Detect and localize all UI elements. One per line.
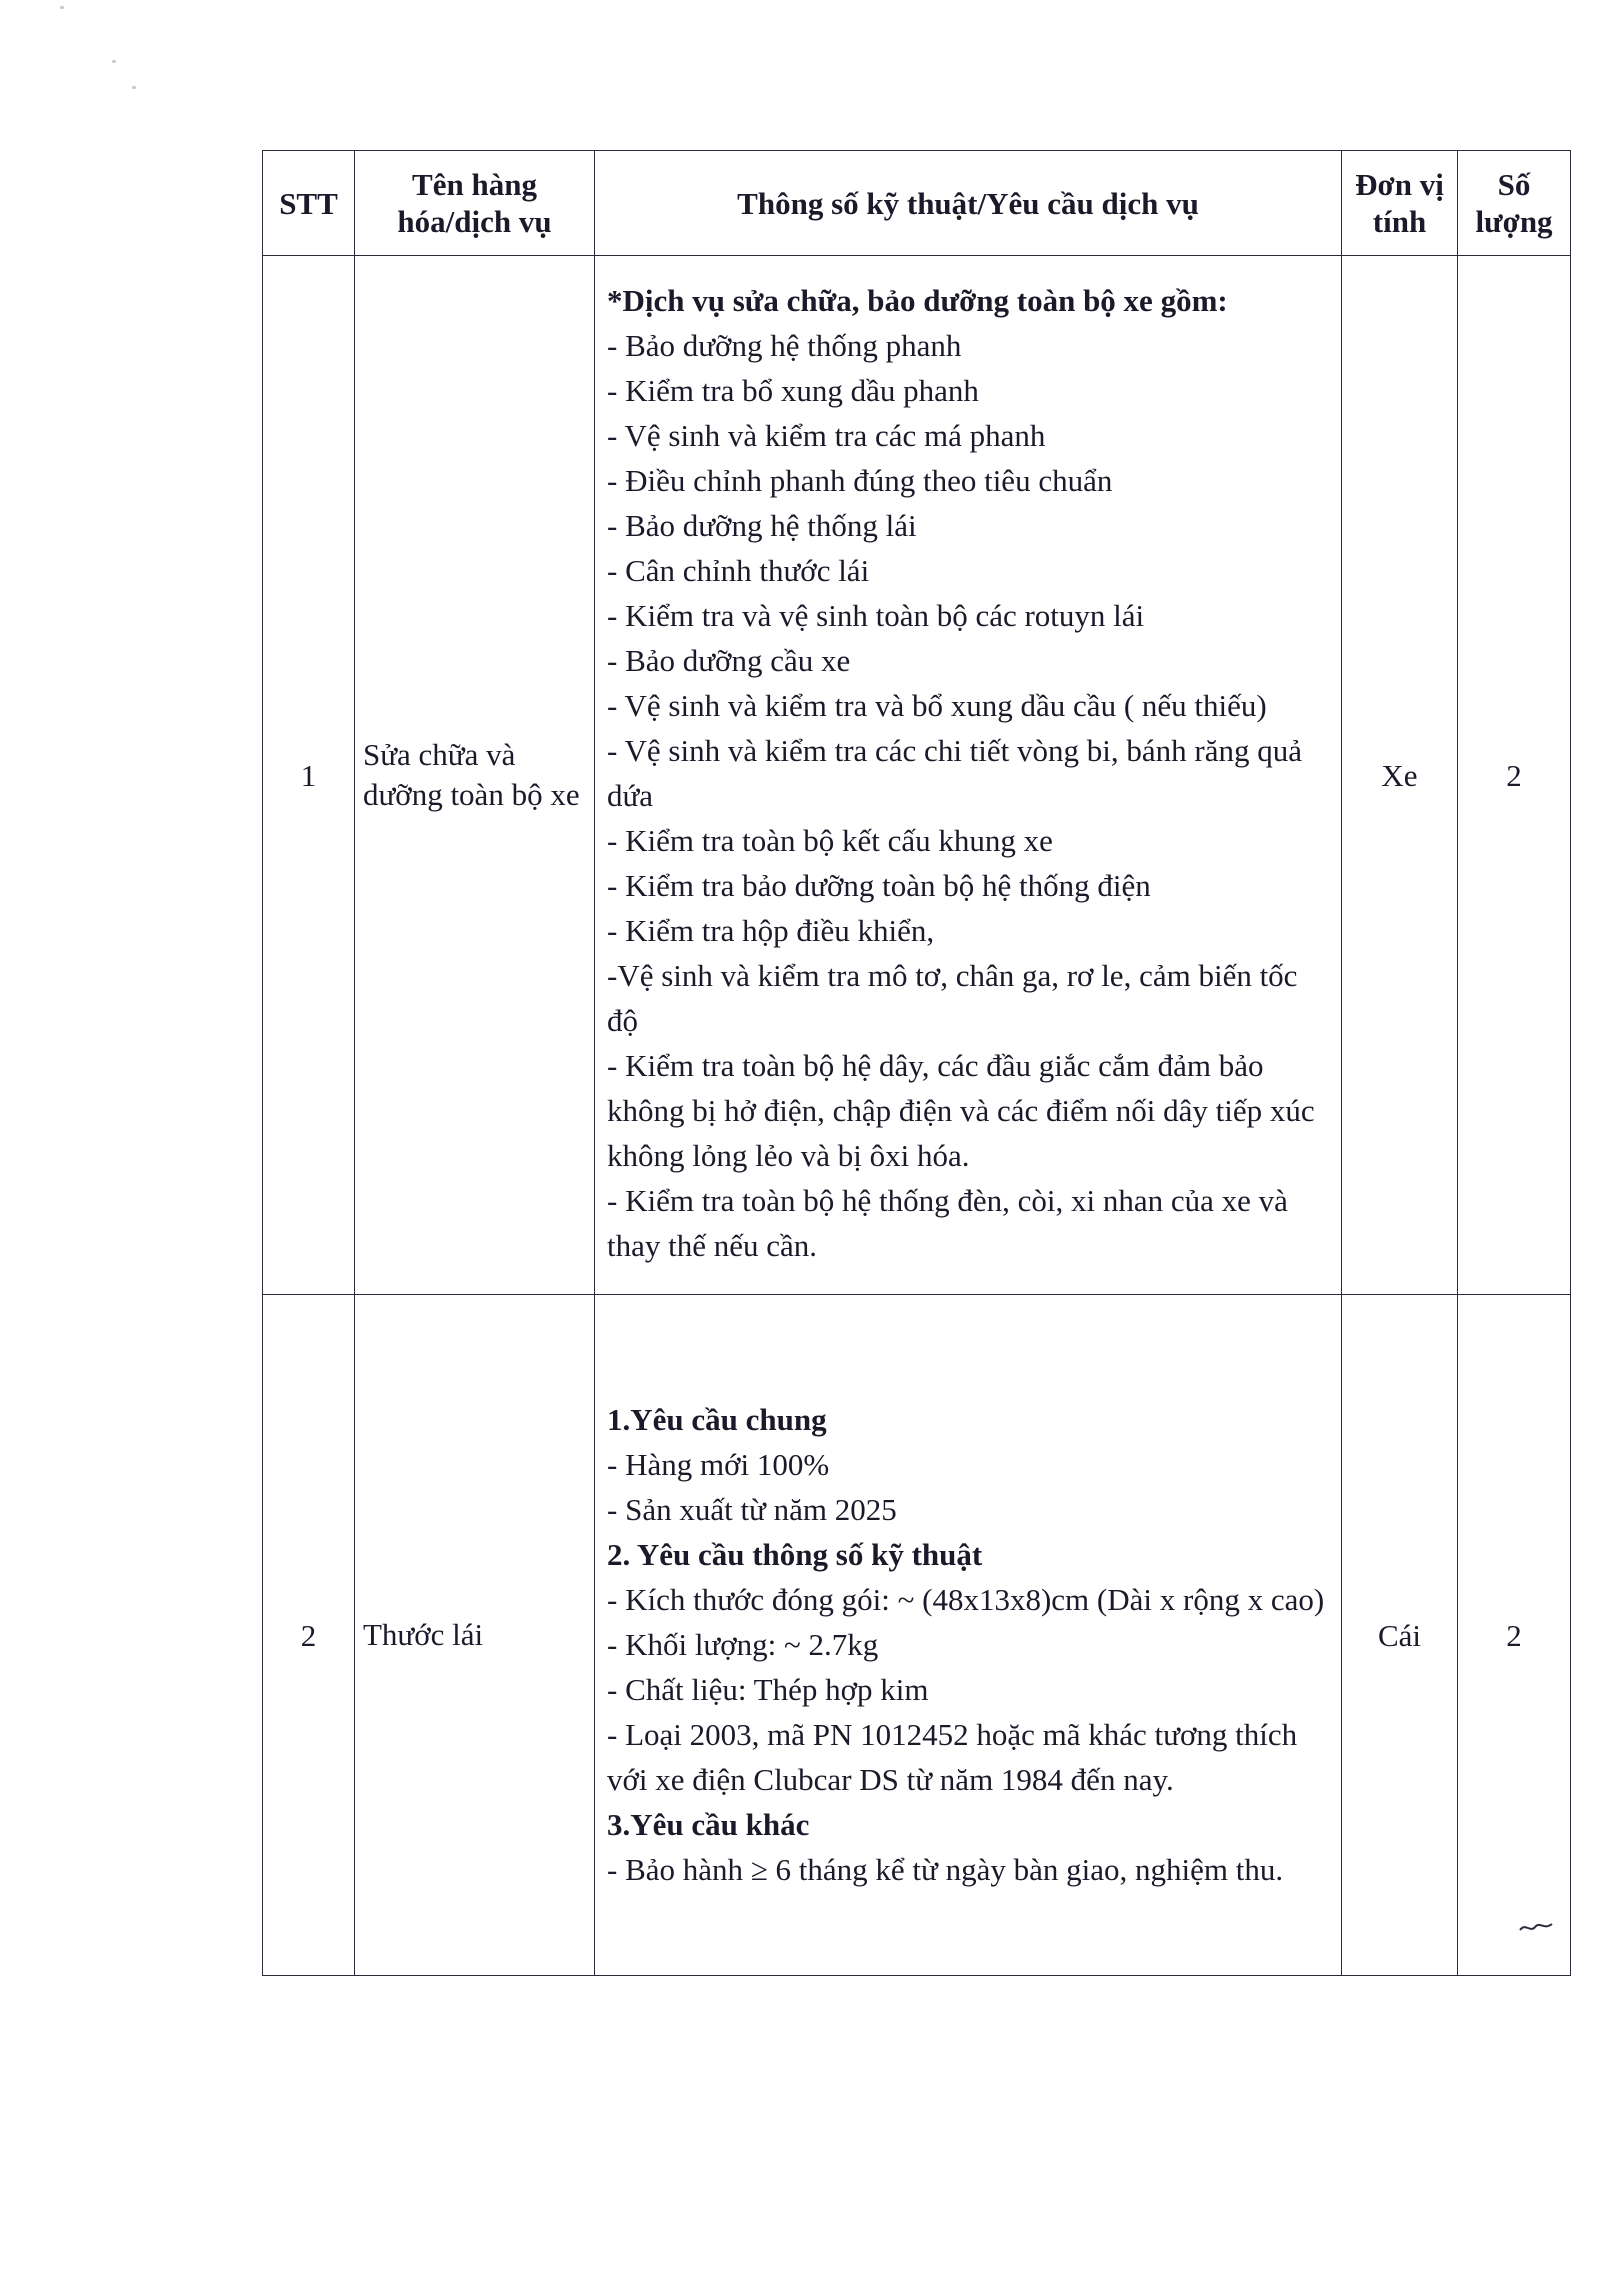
table-header-row <box>263 151 1571 256</box>
item-specification <box>595 256 1342 1295</box>
spec-line: - Loại 2003, mã PN 1012452 hoặc mã khác tương thích với xe điện Clubcar DS từ năm 1984 đến nay. <box>607 1716 1298 1797</box>
spec-line: - Kích thước đóng gói: ~ (48x13x8)cm (Dài x rộng x cao) <box>607 1581 1325 1617</box>
spec-line: 3.Yêu cầu khác <box>607 1806 810 1842</box>
spec-line: - Kiểm tra toàn bộ kết cấu khung xe <box>607 823 1053 858</box>
item-name: Thước lái <box>355 1295 595 1976</box>
item-quantity: 2 <box>1458 1295 1571 1976</box>
table-row <box>263 1295 1571 1976</box>
header-stt: STT <box>263 151 355 256</box>
spec-line: - Chất liệu: Thép hợp kim <box>607 1671 929 1707</box>
item-unit: Cái <box>1342 1295 1458 1976</box>
specification-table <box>262 150 1571 1976</box>
table-row <box>263 256 1571 1295</box>
spec-line: - Vệ sinh và kiểm tra các má phanh <box>607 418 1046 453</box>
header-item-name: Tên hàng hóa/dịch vụ <box>355 151 595 256</box>
spec-line: 1.Yêu cầu chung <box>607 1401 827 1437</box>
scan-speck <box>60 6 64 9</box>
spec-line: - Kiểm tra bổ xung dầu phanh <box>607 373 979 408</box>
spec-line: - Hàng mới 100% <box>607 1446 830 1482</box>
scan-speck <box>132 86 136 89</box>
row-number: 2 <box>263 1295 355 1976</box>
spec-line: - Kiểm tra bảo dưỡng toàn bộ hệ thống điện <box>607 868 1151 903</box>
spec-line: - Bảo dưỡng hệ thống phanh <box>607 328 962 363</box>
spec-line: 2. Yêu cầu thông số kỹ thuật <box>607 1536 983 1572</box>
spec-line: - Vệ sinh và kiểm tra các chi tiết vòng bi, bánh răng quả dứa <box>607 733 1302 813</box>
spec-line: - Kiểm tra toàn bộ hệ dây, các đầu giắc cắm đảm bảo không bị hở điện, chập điện và các điểm nối dây tiếp xúc không lỏng lẻo và bị ôxi hóa. <box>607 1048 1315 1173</box>
item-name: Sửa chữa và dưỡng toàn bộ xe <box>355 256 595 1295</box>
spec-line: - Khối lượng: ~ 2.7kg <box>607 1626 879 1662</box>
spec-line: - Bảo dưỡng cầu xe <box>607 643 851 678</box>
scan-speck <box>112 60 116 63</box>
initial-mark-icon <box>1518 1918 1554 1936</box>
spec-line: - Bảo dưỡng hệ thống lái <box>607 508 917 543</box>
row-number: 1 <box>263 256 355 1295</box>
header-unit: Đơn vị tính <box>1342 151 1458 256</box>
item-unit: Xe <box>1342 256 1458 1295</box>
header-quantity: Số lượng <box>1458 151 1571 256</box>
header-specification: Thông số kỹ thuật/Yêu cầu dịch vụ <box>595 151 1342 256</box>
spec-line: - Sản xuất từ năm 2025 <box>607 1491 897 1527</box>
spec-line: - Điều chỉnh phanh đúng theo tiêu chuẩn <box>607 463 1113 498</box>
spec-line: *Dịch vụ sửa chữa, bảo dưỡng toàn bộ xe gồm: <box>607 283 1228 318</box>
spec-line: - Cân chỉnh thước lái <box>607 553 870 588</box>
spec-line: - Kiểm tra hộp điều khiển, <box>607 913 935 948</box>
item-quantity: 2 <box>1458 256 1571 1295</box>
spec-line: - Vệ sinh và kiểm tra và bổ xung dầu cầu ( nếu thiếu) <box>607 688 1267 723</box>
spec-line: -Vệ sinh và kiểm tra mô tơ, chân ga, rơ le, cảm biến tốc độ <box>607 958 1298 1038</box>
spec-line: - Kiểm tra toàn bộ hệ thống đèn, còi, xi nhan của xe và thay thế nếu cần. <box>607 1183 1288 1263</box>
spec-line: - Kiểm tra và vệ sinh toàn bộ các rotuyn lái <box>607 598 1145 633</box>
item-specification <box>595 1295 1342 1976</box>
spec-line: - Bảo hành ≥ 6 tháng kể từ ngày bàn giao, nghiệm thu. <box>607 1851 1284 1887</box>
